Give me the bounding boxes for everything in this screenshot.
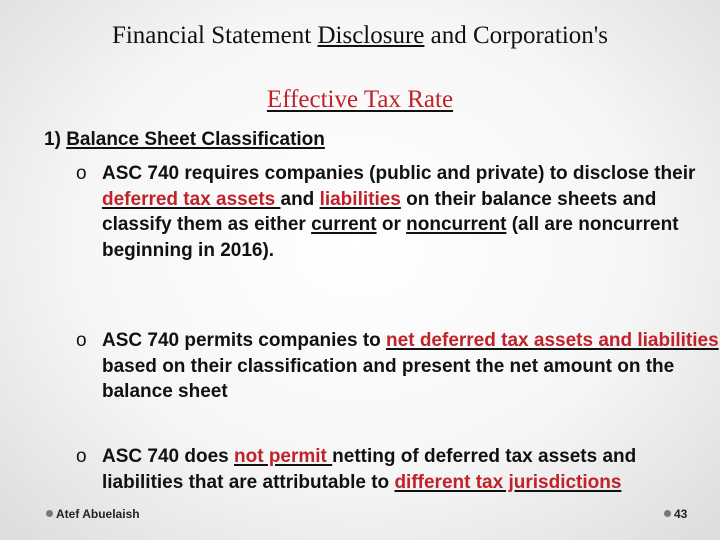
bullet-1-highlight-deferred-tax-assets: deferred tax assets [102,188,281,210]
section-label: Balance Sheet Classification [66,129,325,150]
bullet-1-part: and [280,188,320,210]
bullet-marker: o [76,446,87,467]
bullet-1-part: ASC 740 requires companies (public and private) to disclose their [102,163,696,184]
footer-dot-icon [46,510,53,517]
footer-author [46,507,140,521]
bullet-2 [76,328,720,405]
bullet-3-part: ASC 740 does [102,446,234,467]
footer-author-name: Atef Abuelaish [56,507,140,521]
bullet-1-underline-current: current [311,214,377,235]
bullet-2-text [102,328,720,405]
bullet-2-highlight-net-deferred: net deferred tax assets and liabilities [386,330,719,351]
bullet-1-text [102,161,720,263]
footer-page-number: 43 [674,507,688,521]
footer-dot-icon [664,510,671,517]
title-suffix: and Corporation's [424,22,609,49]
bullet-1-underline-noncurrent: noncurrent [406,214,507,235]
title-underlined: Disclosure [317,22,425,49]
slide-subtitle: Effective Tax Rate [266,86,454,113]
bullet-1-part: (all are noncurrent beginning in 2016). [102,214,679,261]
bullet-2-part: ASC 740 permits companies to [102,330,387,351]
bullet-1 [76,161,720,263]
bullet-marker: o [76,163,87,184]
title-prefix: Financial Statement [111,22,318,49]
bullet-marker: o [76,330,87,351]
bullet-3 [76,444,720,495]
bullet-1-highlight-liabilities: liabilities [319,188,401,210]
bullet-3-part: netting of deferred tax assets and liabilities that are attributable to [102,446,637,493]
bullet-1-part: on their balance sheets and classify them as either [102,188,657,235]
bullet-3-highlight-not-permit: not permit [234,446,333,467]
slide-title [0,22,720,50]
section-number: 1) [44,129,67,150]
bullet-3-highlight-different-tax-jurisdictions: different tax jurisdictions [394,471,622,493]
footer-page [664,507,687,521]
section-heading [44,129,325,151]
bullet-1-part: or [376,214,407,235]
bullet-3-text [102,444,720,495]
bullet-2-part: based on their classification and present the net amount on the balance sheet [102,355,675,402]
